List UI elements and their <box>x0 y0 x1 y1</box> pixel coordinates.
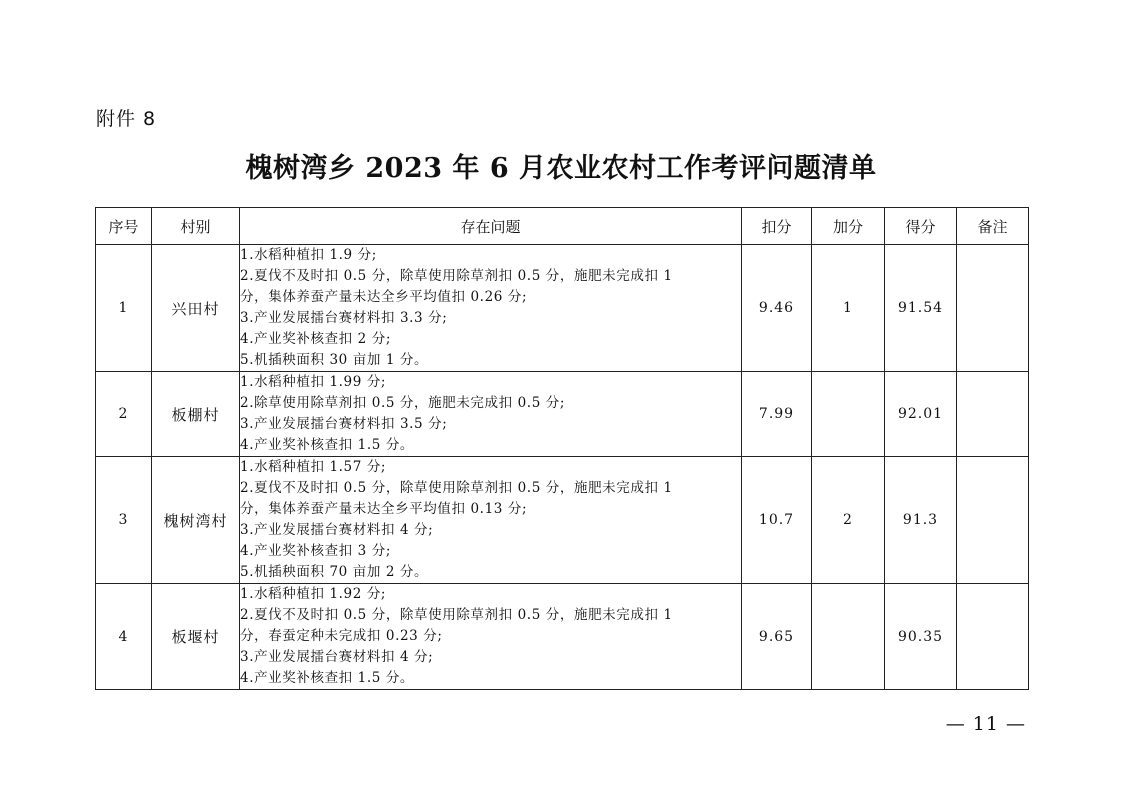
problem-line: 1.水稻种植扣 1.9 分; <box>240 247 377 263</box>
row-bonus: 2 <box>812 457 885 584</box>
problem-line: 5.机插秧面积 30 亩加 1 分。 <box>240 352 429 368</box>
problem-line: 5.机插秧面积 70 亩加 2 分。 <box>240 564 429 580</box>
problem-line: 4.产业奖补核查扣 1.5 分。 <box>240 670 415 686</box>
document-title: 槐树湾乡 2023 年 6 月农业农村工作考评问题清单 <box>245 153 877 184</box>
problem-line: 分，集体养蚕产量未达全乡平均值扣 0.26 分; <box>240 289 528 305</box>
row-village: 槐树湾村 <box>152 457 240 584</box>
row-problems <box>240 372 742 457</box>
row-score: 91.54 <box>885 245 957 372</box>
row-remark <box>957 372 1029 457</box>
header-remark: 备注 <box>957 208 1029 245</box>
row-deduction: 7.99 <box>742 372 812 457</box>
row-score: 90.35 <box>885 584 957 690</box>
problem-line: 1.水稻种植扣 1.57 分; <box>240 459 387 475</box>
table-row <box>96 457 1029 584</box>
row-village: 兴田村 <box>152 245 240 372</box>
row-remark <box>957 584 1029 690</box>
problem-line: 2.夏伐不及时扣 0.5 分，除草使用除草剂扣 0.5 分，施肥未完成扣 1 <box>240 607 673 623</box>
row-score: 91.3 <box>885 457 957 584</box>
issues-table <box>95 207 1029 690</box>
row-bonus: 1 <box>812 245 885 372</box>
row-village: 板棚村 <box>152 372 240 457</box>
problem-line: 1.水稻种植扣 1.92 分; <box>240 586 387 602</box>
row-no: 3 <box>96 457 152 584</box>
header-deduction: 扣分 <box>742 208 812 245</box>
row-no: 4 <box>96 584 152 690</box>
problem-line: 分，集体养蚕产量未达全乡平均值扣 0.13 分; <box>240 501 528 517</box>
problem-line: 4.产业奖补核查扣 1.5 分。 <box>240 437 415 453</box>
problem-line: 3.产业发展擂台赛材料扣 3.5 分; <box>240 416 448 432</box>
row-problems <box>240 245 742 372</box>
header-problems: 存在问题 <box>240 208 742 245</box>
header-village: 村别 <box>152 208 240 245</box>
row-deduction: 9.65 <box>742 584 812 690</box>
problem-line: 3.产业发展擂台赛材料扣 4 分; <box>240 522 434 538</box>
row-bonus <box>812 372 885 457</box>
problem-line: 分，春蚕定种未完成扣 0.23 分; <box>240 628 443 644</box>
problem-line: 4.产业奖补核查扣 2 分; <box>240 331 391 347</box>
problem-line: 3.产业发展擂台赛材料扣 3.3 分; <box>240 310 448 326</box>
header-no: 序号 <box>96 208 152 245</box>
row-remark <box>957 457 1029 584</box>
row-score: 92.01 <box>885 372 957 457</box>
problem-line: 1.水稻种植扣 1.99 分; <box>240 374 387 390</box>
problem-line: 2.夏伐不及时扣 0.5 分，除草使用除草剂扣 0.5 分，施肥未完成扣 1 <box>240 268 673 284</box>
row-problems <box>240 584 742 690</box>
table-row <box>96 245 1029 372</box>
attachment-label: 附件 8 <box>96 108 157 130</box>
problem-line: 3.产业发展擂台赛材料扣 4 分; <box>240 649 434 665</box>
problem-line: 2.除草使用除草剂扣 0.5 分，施肥未完成扣 0.5 分; <box>240 395 566 411</box>
row-problems <box>240 457 742 584</box>
page-number: — 11 — <box>945 713 1026 735</box>
header-score: 得分 <box>885 208 957 245</box>
row-village: 板堰村 <box>152 584 240 690</box>
table-header-row <box>96 208 1029 245</box>
table-row <box>96 584 1029 690</box>
row-no: 2 <box>96 372 152 457</box>
problem-line: 4.产业奖补核查扣 3 分; <box>240 543 391 559</box>
row-deduction: 10.7 <box>742 457 812 584</box>
row-no: 1 <box>96 245 152 372</box>
row-bonus <box>812 584 885 690</box>
row-deduction: 9.46 <box>742 245 812 372</box>
header-bonus: 加分 <box>812 208 885 245</box>
problem-line: 2.夏伐不及时扣 0.5 分，除草使用除草剂扣 0.5 分，施肥未完成扣 1 <box>240 480 673 496</box>
table-row <box>96 372 1029 457</box>
row-remark <box>957 245 1029 372</box>
